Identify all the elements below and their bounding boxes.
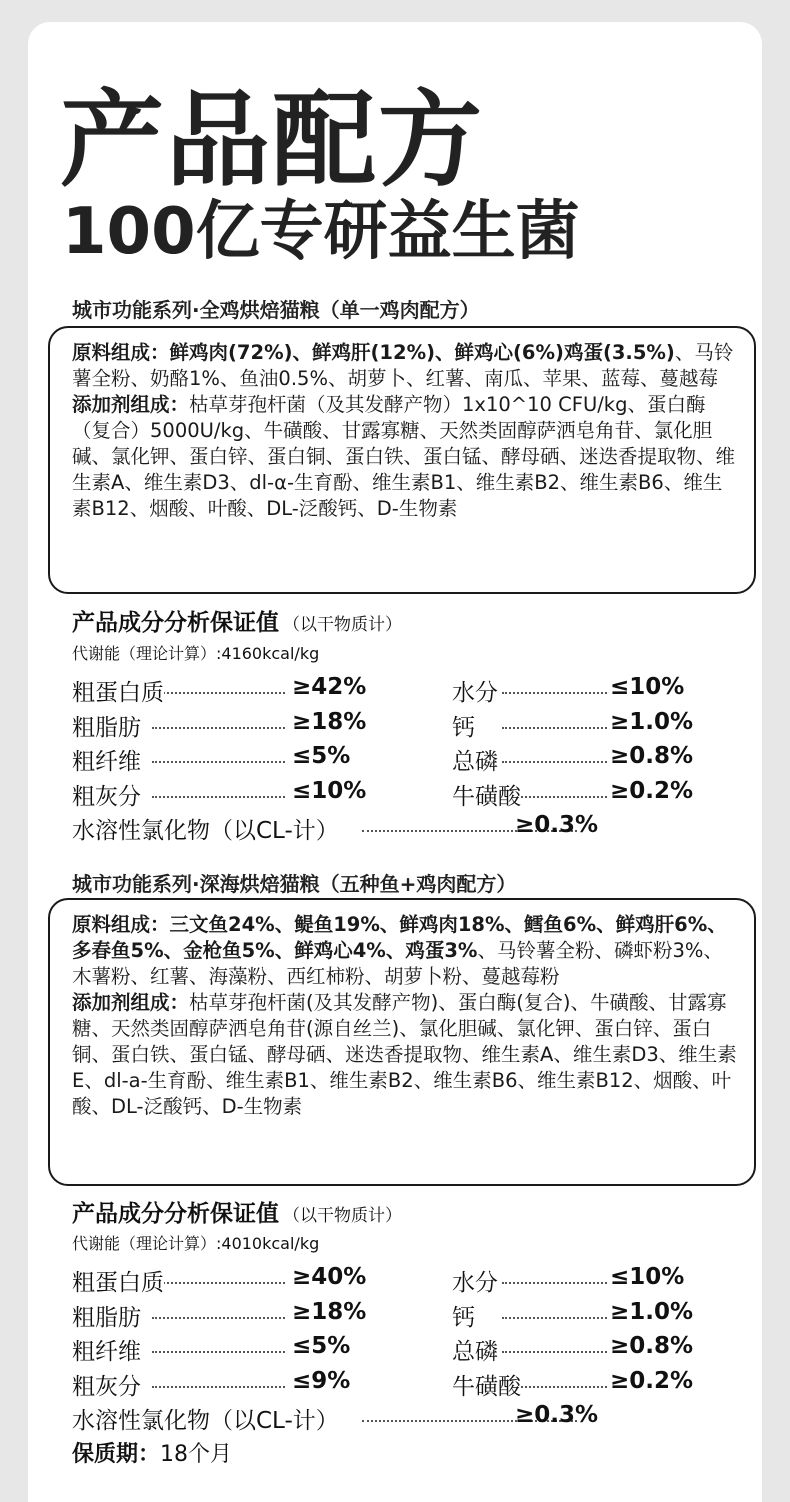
additive-list: 枯草芽孢杆菌(及其发酵产物)、蛋白酶(复合)、牛磺酸、甘露寡糖、天然类固醇萨洒皂角苷(源自丝兰)、氯化胆碱、氯化钾、蛋白锌、蛋白铜、蛋白铁、蛋白锰、酵母硒、迷迭香提取物、维生素A、维生素D3、维生素E、dl-a-生育酚、维生素B1、维生素B2、维生素B6、维生素B12、烟酸、叶酸、DL-泛酸钙、D-生物素 (72, 991, 737, 1118)
product-1-series: 城市功能系列·全鸡烘焙猫粮（单一鸡肉配方） (72, 298, 480, 322)
nutrient-label: 粗蛋白质 (72, 674, 164, 707)
nutrient-label: 总磷 (452, 1333, 498, 1366)
nutrient-label: 粗纤维 (72, 1333, 141, 1366)
chloride-value: ≥0.3% (515, 812, 599, 838)
nutrient-label: 粗脂肪 (72, 709, 141, 742)
leader-dots (502, 727, 607, 729)
additive-list: 枯草芽孢杆菌（及其发酵产物）1x10^10 CFU/kg、蛋白酶（复合）5000U/kg、牛磺酸、甘露寡糖、天然类固醇萨洒皂角苷、氯化胆碱、氯化钾、蛋白锌、蛋白铜、蛋白铁、蛋白锰、酵母硒、迷迭香提取物、维生素A、维生素D3、dl-α-生育酚、维生素B1、维生素B2、维生素B6、维生素B12、烟酸、叶酸、DL-泛酸钙、D-生物素 (72, 393, 736, 520)
raw-label: 原料组成： (72, 341, 170, 364)
nutrient-value: ≤5% (292, 743, 351, 769)
chloride-label: 水溶性氯化物（以CL-计） (72, 1402, 339, 1435)
nutrient-row (72, 1368, 712, 1400)
leader-dots (152, 1386, 285, 1388)
nutrient-label: 总磷 (452, 743, 498, 776)
product-1-analysis-title: 产品成分分析保证值 （以干物质计） (72, 610, 402, 636)
raw-other-ingredients: 、马铃薯全粉、奶酪1%、鱼油0.5%、胡萝卜、红薯、南瓜、苹果、蓝莓、蔓越莓 (72, 341, 734, 390)
leader-dots (152, 1351, 285, 1353)
nutrient-label: 牛磺酸 (452, 778, 521, 811)
product-2-analysis-title: 产品成分分析保证值 （以干物质计） (72, 1201, 402, 1227)
leader-dots (152, 1317, 285, 1319)
product-2-chloride-row (72, 1402, 712, 1434)
raw-main-ingredients: 鲜鸡肉(72%)、鲜鸡肝(12%)、鲜鸡心(6%)鸡蛋(3.5%) (169, 341, 675, 364)
nutrient-label: 水分 (452, 1264, 498, 1297)
chloride-label: 水溶性氯化物（以CL-计） (72, 812, 339, 845)
leader-dots (152, 761, 285, 763)
nutrient-value: ≤10% (610, 1264, 685, 1290)
shelf-life-value: 18个月 (160, 1442, 233, 1467)
nutrient-row (72, 1299, 712, 1331)
leader-dots (502, 1351, 607, 1353)
leader-dots (502, 761, 607, 763)
nutrient-row (72, 674, 712, 706)
nutrient-label: 粗灰分 (72, 778, 141, 811)
product-1-ingredient-box (48, 326, 756, 594)
raw-main-ingredients: 三文鱼24%、鳀鱼19%、鲜鸡肉18%、鳕鱼6%、鲜鸡肝6%、多春鱼5%、金枪鱼5%、鲜鸡心4%、鸡蛋3% (72, 913, 727, 962)
nutrient-value: ≥18% (292, 1298, 367, 1325)
nutrient-value: ≤9% (292, 1367, 351, 1394)
leader-dots (502, 1282, 607, 1284)
leader-dots (502, 1317, 607, 1319)
nutrient-value: ≥0.8% (610, 1333, 694, 1359)
product-2-ingredient-box (48, 898, 756, 1186)
page-subtitle: 100亿专研益生菌 (62, 195, 580, 269)
nutrient-row (72, 1264, 712, 1296)
leader-dots (152, 727, 285, 729)
nutrient-value: ≥0.2% (610, 777, 694, 804)
nutrient-row (72, 709, 712, 741)
analysis-note: （以干物质计） (283, 1206, 402, 1226)
shelf-life-label: 保质期： (72, 1442, 161, 1467)
nutrient-value: ≥1.0% (610, 1298, 694, 1325)
raw-other-ingredients: 、马铃薯全粉、磷虾粉3%、木薯粉、红薯、海藻粉、西红柿粉、胡萝卜粉、蔓越莓粉 (72, 939, 723, 988)
page-title: 产品配方 (60, 79, 485, 201)
nutrient-label: 粗蛋白质 (72, 1264, 164, 1297)
nutrient-row (72, 1333, 712, 1365)
product-2-series: 城市功能系列·深海烘焙猫粮（五种鱼+鸡肉配方） (72, 872, 517, 896)
nutrient-value: ≥0.8% (610, 743, 694, 769)
nutrient-label: 粗脂肪 (72, 1299, 141, 1332)
nutrient-value: ≥0.2% (610, 1367, 694, 1394)
leader-dots (152, 692, 285, 694)
nutrient-value: ≥40% (292, 1264, 367, 1290)
nutrient-label: 水分 (452, 674, 498, 707)
additive-label: 添加剂组成： (72, 991, 190, 1014)
nutrient-value: ≥18% (292, 708, 367, 735)
nutrient-value: ≤10% (610, 674, 685, 700)
chloride-value: ≥0.3% (515, 1402, 599, 1428)
nutrient-label: 钙 (452, 1299, 475, 1332)
nutrient-label: 粗灰分 (72, 1368, 141, 1401)
nutrient-row (72, 778, 712, 810)
nutrient-label: 牛磺酸 (452, 1368, 521, 1401)
analysis-note: （以干物质计） (283, 615, 402, 635)
leader-dots (152, 796, 285, 798)
leader-dots (502, 692, 607, 694)
nutrient-label: 钙 (452, 709, 475, 742)
nutrient-row (72, 743, 712, 775)
nutrient-label: 粗纤维 (72, 743, 141, 776)
nutrient-value: ≥42% (292, 674, 367, 700)
leader-dots (152, 1282, 285, 1284)
product-1-chloride-row (72, 812, 712, 844)
additive-label: 添加剂组成： (72, 393, 190, 416)
product-1-energy: 代谢能（理论计算）:4160kcal/kg (72, 644, 320, 663)
raw-label: 原料组成： (72, 913, 170, 936)
nutrient-value: ≤5% (292, 1333, 351, 1359)
nutrient-value: ≤10% (292, 777, 367, 804)
shelf-life (72, 1437, 232, 1468)
nutrient-value: ≥1.0% (610, 708, 694, 735)
product-2-energy: 代谢能（理论计算）:4010kcal/kg (72, 1234, 320, 1253)
